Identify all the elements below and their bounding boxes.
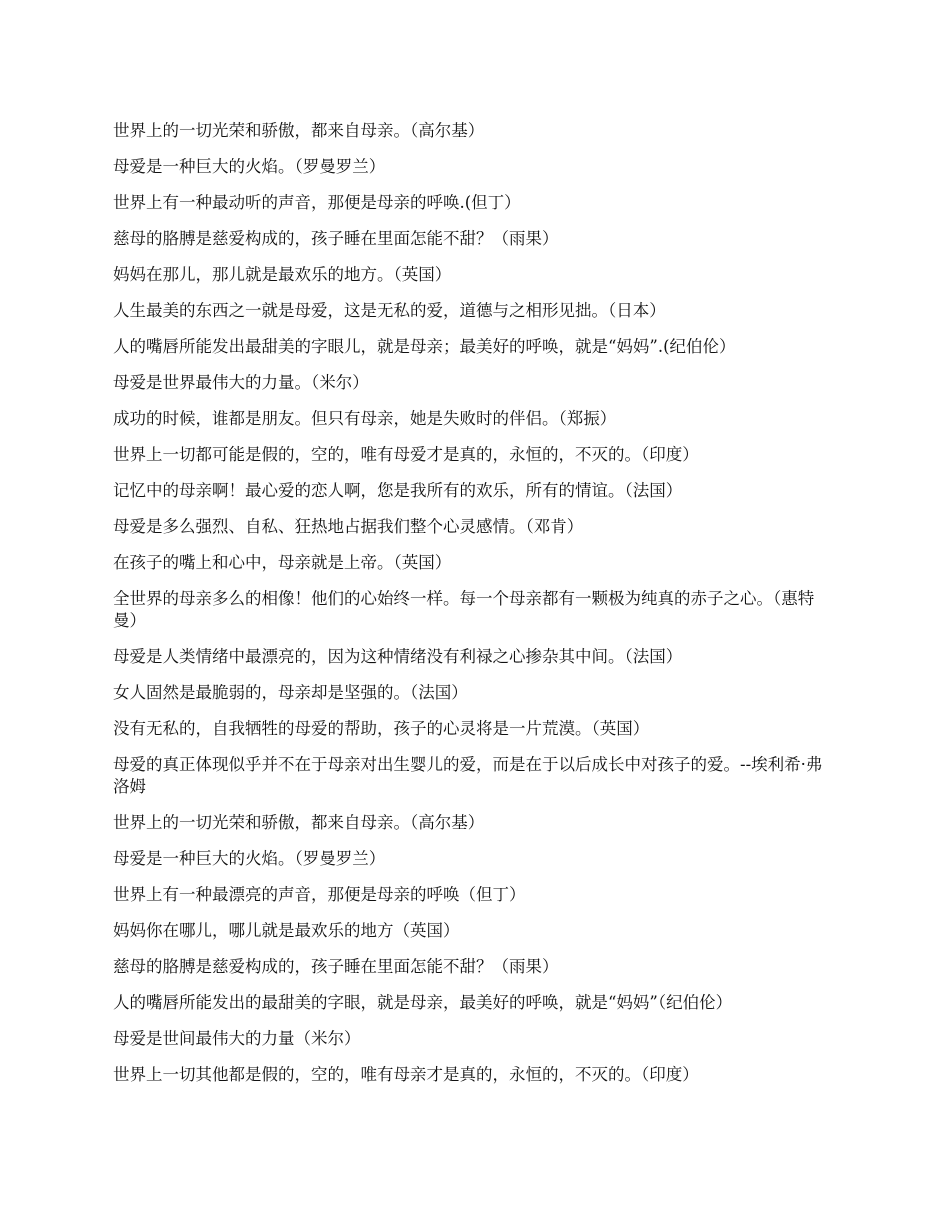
quote-line: 慈母的胳膊是慈爱构成的，孩子睡在里面怎能不甜？（雨果） xyxy=(113,957,559,976)
quote-line: 母爱是世界最伟大的力量。（米尔） xyxy=(113,373,369,392)
quote-line: 母爱是世间最伟大的力量（米尔） xyxy=(113,1029,361,1048)
quote-line: 世界上的一切光荣和骄傲，都来自母亲。（高尔基） xyxy=(113,813,485,832)
quote-line: 在孩子的嘴上和心中，母亲就是上帝。（英国） xyxy=(113,553,452,572)
quote-line: 世界上有一种最漂亮的声音，那便是母亲的呼唤（但丁） xyxy=(113,885,526,904)
quote-line: 世界上一切其他都是假的，空的，唯有母亲才是真的，永恒的，不灭的。（印度） xyxy=(113,1065,699,1084)
quote-line: 没有无私的，自我牺牲的母爱的帮助，孩子的心灵将是一片荒漠。（英国） xyxy=(113,719,650,738)
quote-line: 人生最美的东西之一就是母爱，这是无私的爱，道德与之相形见拙。（日本） xyxy=(113,301,666,320)
quote-line: 母爱是一种巨大的火焰。（罗曼罗兰） xyxy=(113,157,386,176)
quote-line: 人的嘴唇所能发出最甜美的字眼儿，就是母亲；最美好的呼唤，就是“妈妈”.(纪伯伦） xyxy=(113,337,736,356)
quote-line: 世界上有一种最动听的声音，那便是母亲的呼唤.(但丁） xyxy=(113,193,521,212)
quote-line: 母爱的真正体现似乎并不在于母亲对出生婴儿的爱，而是在于以后成长中对孩子的爱。--埃利希·弗洛姆 xyxy=(113,755,823,796)
quote-line: 记忆中的母亲啊！最心爱的恋人啊，您是我所有的欢乐，所有的情谊。（法国） xyxy=(113,481,683,500)
quote-line: 慈母的胳膊是慈爱构成的，孩子睡在里面怎能不甜？（雨果） xyxy=(113,229,559,248)
quote-line: 母爱是多么强烈、自私、狂热地占据我们整个心灵感情。（邓肯） xyxy=(113,517,584,536)
quote-line: 女人固然是最脆弱的，母亲却是坚强的。（法国） xyxy=(113,683,468,702)
quote-line: 成功的时候，谁都是朋友。但只有母亲，她是失败时的伴侣。（郑振） xyxy=(113,409,617,428)
quote-line: 人的嘴唇所能发出的最甜美的字眼，就是母亲，最美好的呼唤，就是“妈妈”（纪伯伦） xyxy=(113,993,733,1012)
quote-line: 世界上一切都可能是假的，空的，唯有母爱才是真的，永恒的，不灭的。（印度） xyxy=(113,445,699,464)
quote-line: 妈妈你在哪儿，哪儿就是最欢乐的地方（英国） xyxy=(113,921,460,940)
quote-line: 母爱是一种巨大的火焰。（罗曼罗兰） xyxy=(113,849,386,868)
quote-list xyxy=(113,120,833,1100)
quote-line: 母爱是人类情绪中最漂亮的，因为这种情绪没有利禄之心掺杂其中间。（法国） xyxy=(113,647,683,666)
quote-line: 全世界的母亲多么的相像！他们的心始终一样。每一个母亲都有一颗极为纯真的赤子之心。（惠特曼） xyxy=(113,589,815,630)
quote-line: 妈妈在那儿，那儿就是最欢乐的地方。（英国） xyxy=(113,265,452,284)
quote-line: 世界上的一切光荣和骄傲，都来自母亲。（高尔基） xyxy=(113,121,485,140)
